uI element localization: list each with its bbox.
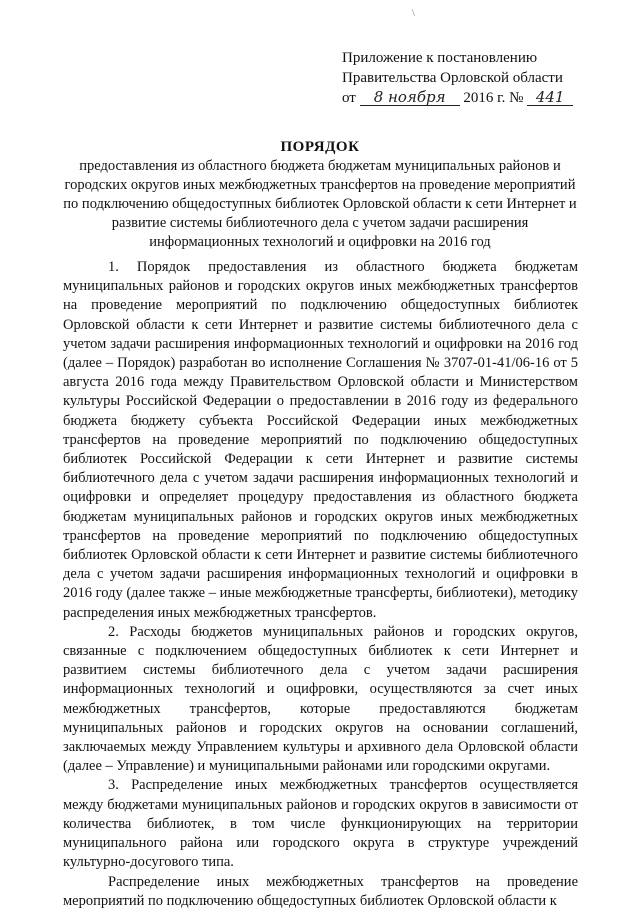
resolution-date-row: [342, 88, 602, 108]
prefix-from: от: [342, 90, 356, 106]
year-text: 2016 г. №: [463, 90, 524, 106]
corner-mark: \: [412, 8, 415, 19]
paragraph-2: 2. Расходы бюджетов муниципальных районов и городских округов, связанные с подключением общедоступных библиотек к сети Интернет и развитием системы библиотечного дела с учетом задачи расширения информационных технологий и оцифровки, осуществляются за счет иных межбюджетных трансфертов, которые предоставляются бюджетам муниципальных районов и городских округов на основании соглашений, заключаемых между Управлением культуры и архивного дела Орловской области (далее – Управление) и муниципальными районами или городскими округами.: [63, 623, 578, 775]
document-title: ПОРЯДОК: [280, 139, 360, 155]
document-subtitle: предоставления из областного бюджета бюджетам муниципальных районов и городских округов иных межбюджетных трансфертов на проведение мероприятий по подключению общедоступных библиотек Орловской области к сети Интернет и развитие системы библиотечного дела с учетом задачи расширения информационных технологий и оцифровки на 2016 год: [63, 158, 577, 250]
handwritten-number: 441: [527, 89, 573, 106]
document-body: [63, 258, 578, 911]
appendix-line-2: Правительства Орловской области: [342, 70, 563, 86]
paragraph-4: Распределение иных межбюджетных трансфертов на проведение мероприятий по подключению общедоступных библиотек Орловской области к: [63, 873, 578, 909]
handwritten-date: 8 ноября: [360, 89, 460, 106]
paragraph-1: 1. Порядок предоставления из областного бюджета бюджетам муниципальных районов и городских округов иных межбюджетных трансфертов на проведение мероприятий по подключению общедоступных библиотек Орловской области к сети Интернет и развитие системы библиотечного дела с учетом задачи расширения информационных технологий и оцифровки на 2016 год (далее – Порядок) разработан во исполнение Соглашения № 3707-01-41/06-16 от 5 августа 2016 года между Правительством Орловской области и Министерством культуры Российской Федерации о предоставлении в 2016 году из федерального бюджета бюджету субъекта Российской Федерации иных межбюджетных трансфертов на проведение мероприятий по подключению общедоступных библиотек Российской Федерации к сети Интернет и развитие системы библиотечного дела с учетом задачи расширения информационных технологий и оцифровки и определяет процедуру предоставления из областного бюджета бюджетам муниципальных районов и городских округов иных межбюджетных трансфертов на проведение мероприятий по подключению общедоступных библиотек Орловской области к сети Интернет и развитие системы библиотечного дела с учетом задачи расширения информационных технологий и оцифровки в 2016 году (далее также – иные межбюджетные трансферты, библиотеки), методику распределения иных межбюджетных трансфертов.: [63, 259, 578, 621]
appendix-block: [342, 48, 602, 108]
appendix-line-1: Приложение к постановлению: [342, 50, 538, 66]
paragraph-3: 3. Распределение иных межбюджетных трансфертов осуществляется между бюджетами муниципальных районов и городских округов в зависимости от количества библиотек, в том числе функционирующих на территории муниципального района или городского округа в структуре учреждений культурно-досугового типа.: [63, 777, 578, 871]
